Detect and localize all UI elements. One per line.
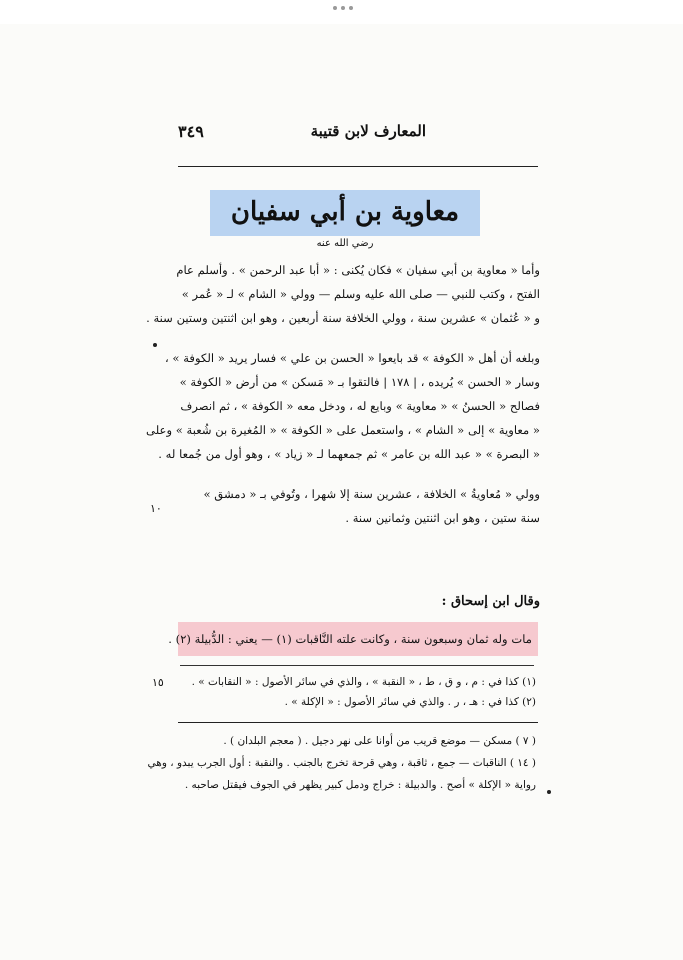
page-header — [178, 118, 536, 148]
notes-rule — [180, 665, 534, 666]
variant-note: (١) كذا في : م ، و ق ، ط ، « النقبة » ، والذي في سائر الأصول : « النقابات » . — [191, 676, 536, 688]
header-rule — [178, 166, 538, 167]
variant-notes — [191, 672, 536, 712]
margin-dot — [547, 790, 551, 794]
body-line: « معاوية » إلى « الشام » ، واستعمل على « الكوفة » « المُغيرة بن شُعبة » وعلى — [146, 423, 540, 437]
body-line: وأما « معاوية بن أبي سفيان » فكان يُكنى : « أبا عبد الرحمن » . وأسلم عام — [176, 263, 540, 277]
footnote: ( ٧ ) مسكن — موضع قريب من أوانا على نهر دجيل . ( معجم البلدان ) . — [223, 735, 536, 747]
margin-line-number: ١٥ — [152, 676, 164, 689]
footnote: رواية « الإكلة » أصح . والدبيلة : خراج ودمل كبير يظهر في الجوف فيقتل صاحبه . — [184, 779, 536, 791]
body-line: وسار « الحسن » يُريده ، | ١٧٨ | فالتقوا بـ « مَسكن » من أرض « الكوفة » — [179, 375, 540, 389]
margin-dot — [153, 343, 157, 347]
section-subheading: وقال ابن إسحاق : — [441, 594, 540, 609]
body-line: سنة ستين ، وهو ابن اثنتين وثمانين سنة . — [345, 511, 540, 525]
body-line: « البصرة » « عبد الله بن عامر » ثم جمعهما لـ « زياد » ، وهو أول من جُمعا له . — [158, 447, 540, 461]
chapter-blessing: رضي الله عنه — [316, 238, 374, 249]
body-line: وبلغه أن أهل « الكوفة » قد بايعوا « الحسن بن علي » فسار يريد « الكوفة » ، — [164, 351, 540, 365]
top-drag-handle[interactable] — [333, 6, 353, 10]
running-title: المعارف لابن قتيبة — [310, 122, 426, 140]
body-line: فصالح « الحسنُ » « معاوية » وبايع له ، ودخل معه « الكوفة » ، ثم انصرف — [180, 399, 540, 413]
variant-note: (٢) كذا في : هـ ، ر . والذي في سائر الأصول : « الإكلة » . — [284, 696, 536, 708]
footnote: ( ١٤ ) الناقبات — جمع ، ثاقبة ، وهي قرحة تخرج بالجنب . والنقبة : أول الجرب يبدو ، وهي — [147, 757, 536, 769]
chapter-title: معاوية بن أبي سفيان — [210, 190, 480, 236]
body-line: الفتح ، وكتب للنبي — صلى الله عليه وسلم — وولي « الشام » لـ « عُمر » — [181, 287, 540, 301]
body-line: وولي « مُعاويةُ » الخلافة ، عشرين سنة إلا شهرا ، وتُوفي بـ « دمشق » — [203, 487, 540, 501]
highlighted-passage: مات وله ثمان وسبعون سنة ، وكانت علته النَّاقبات (١) — يعني : الدُّبيلة (٢) . — [178, 622, 538, 656]
margin-line-number: ١٠ — [150, 502, 162, 515]
handle-dot — [341, 6, 345, 10]
handle-dot — [349, 6, 353, 10]
footnotes — [147, 730, 536, 796]
handle-dot — [333, 6, 337, 10]
page-number: ٣٤٩ — [178, 122, 204, 141]
body-line: و « عُثمان » عشرين سنة ، وولي الخلافة سنة أربعين ، وهو ابن اثنتين وستين سنة . — [146, 311, 540, 325]
footnote-rule — [178, 722, 538, 723]
